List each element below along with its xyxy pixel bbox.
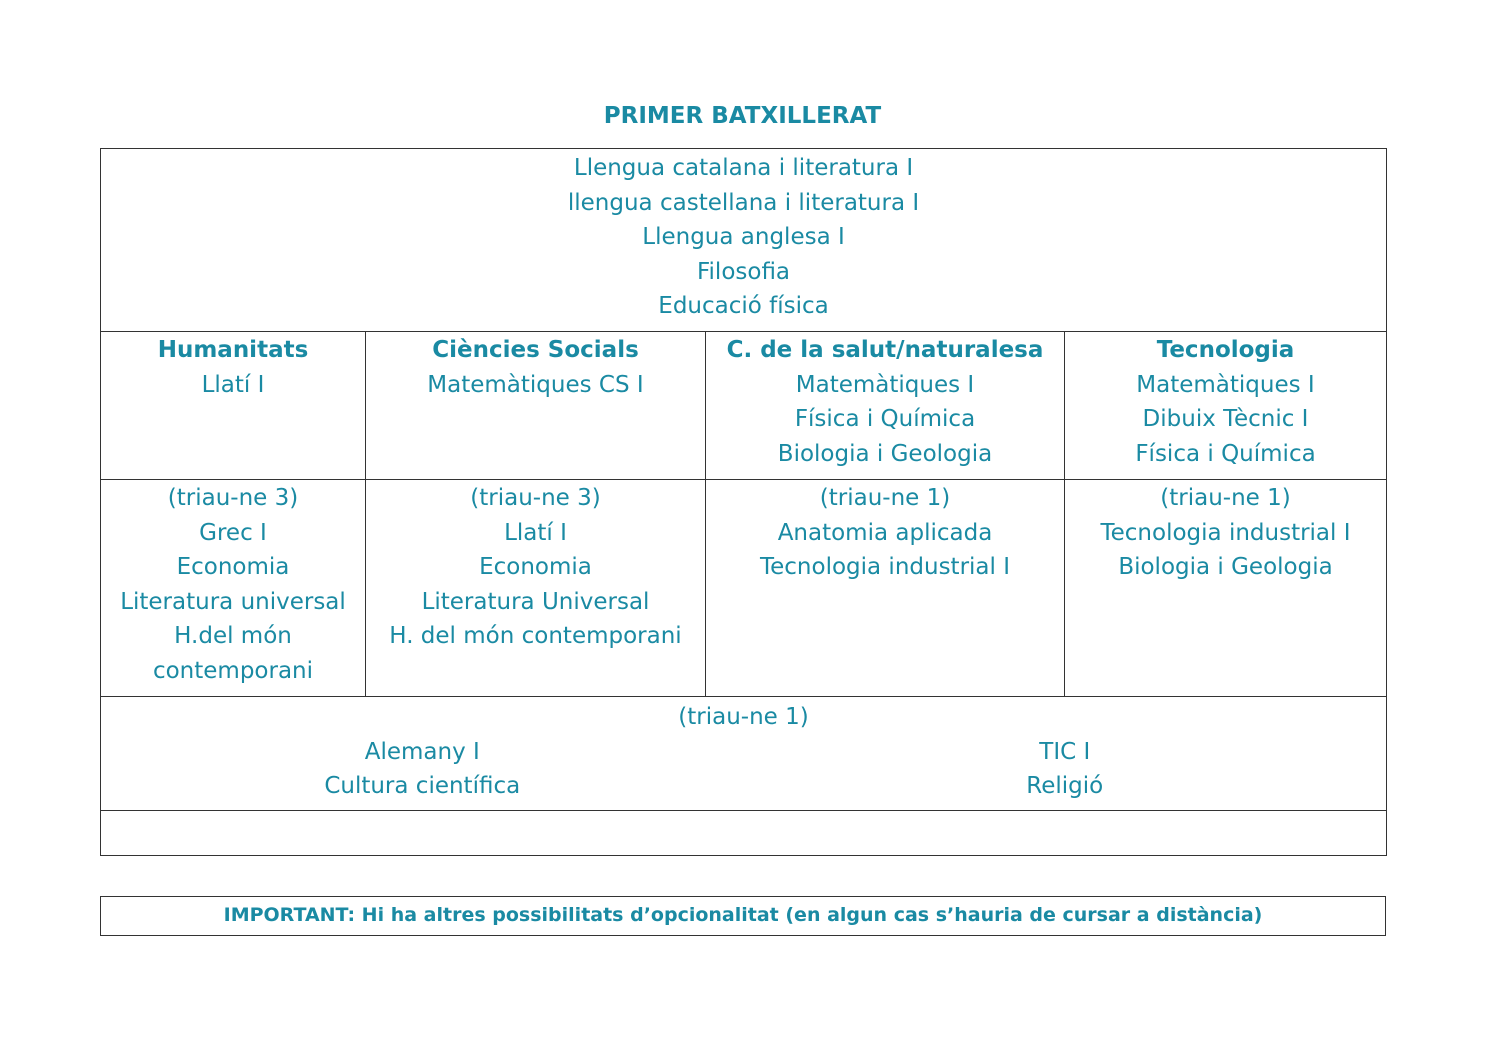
- modality-subject: Dibuix Tècnic I: [1142, 406, 1309, 432]
- optional-subject: Literatura Universal: [421, 588, 650, 615]
- common-subjects-row: [101, 149, 1387, 332]
- modality-heading: C. de la salut/naturalesa: [726, 337, 1044, 363]
- common-subject: Llengua anglesa I: [642, 224, 845, 250]
- extra-subject: TIC I: [1039, 738, 1091, 765]
- curriculum-table: [100, 148, 1387, 856]
- extra-subject: Alemany I: [364, 738, 480, 765]
- optional-subject: Grec I: [199, 519, 267, 546]
- extra-note: (triau-ne 1): [678, 704, 809, 730]
- optional-subject: Literatura universal: [120, 588, 346, 615]
- optional-cell-ciencies-socials: [366, 480, 706, 697]
- modality-cell-tecnologia: [1065, 332, 1387, 480]
- extra-subjects-grid: [101, 735, 1386, 804]
- optional-subject: Economia: [479, 554, 592, 580]
- modality-subject: Matemàtiques I: [795, 371, 975, 398]
- extra-column-right: [744, 735, 1387, 804]
- common-subjects-cell: [101, 149, 1387, 332]
- modality-heading: Tecnologia: [1156, 337, 1295, 363]
- modality-cell-ciencies-socials: [366, 332, 706, 480]
- modality-heading: Humanitats: [157, 337, 309, 363]
- modality-heading: Ciències Socials: [432, 337, 639, 363]
- optional-subject: H. del món contemporani: [389, 623, 682, 649]
- optional-cell-tecnologia: [1065, 480, 1387, 697]
- optional-note: (triau-ne 1): [819, 485, 951, 511]
- common-subject: Llengua catalana i literatura I: [573, 155, 914, 181]
- modality-cell-humanitats: [101, 332, 366, 480]
- modality-subject: Matemàtiques CS I: [427, 371, 644, 398]
- page-title: PRIMER BATXILLERAT: [603, 103, 882, 129]
- optional-subject: Anatomia aplicada: [777, 519, 993, 546]
- modality-subjects-row: [101, 332, 1387, 480]
- empty-row: [101, 811, 1387, 856]
- optional-cell-humanitats: [101, 480, 366, 697]
- modality-subject: Llatí I: [201, 371, 265, 398]
- extra-subjects-cell: [101, 697, 1387, 811]
- common-subject: Filosofia: [696, 258, 791, 285]
- extra-subject: Religió: [1026, 773, 1104, 799]
- modality-cell-salut-naturalesa: [706, 332, 1065, 480]
- extra-subject: Cultura científica: [324, 773, 521, 799]
- optional-subject: Tecnologia industrial I: [759, 554, 1010, 580]
- optional-note: (triau-ne 1): [1160, 485, 1291, 511]
- optional-subject: H.del món: [174, 623, 292, 649]
- empty-cell: [101, 811, 1387, 856]
- common-subject: llengua castellana i literatura I: [567, 189, 920, 216]
- optional-subject: Biologia i Geologia: [1118, 554, 1333, 580]
- optional-subject: Tecnologia industrial I: [1100, 519, 1351, 546]
- optional-note: (triau-ne 3): [167, 485, 299, 511]
- important-note: IMPORTANT: Hi ha altres possibilitats d’opcionalitat (en algun cas s’hauria de cursar a distància): [100, 896, 1386, 936]
- modality-subject: Biologia i Geologia: [777, 440, 993, 467]
- optional-subjects-row: [101, 480, 1387, 697]
- modality-subject: Matemàtiques I: [1136, 371, 1315, 398]
- optional-subject: Llatí I: [504, 519, 567, 546]
- optional-note: (triau-ne 3): [470, 485, 601, 511]
- optional-cell-salut-naturalesa: [706, 480, 1065, 697]
- common-subject: Educació física: [658, 293, 829, 319]
- optional-subject: Economia: [176, 554, 290, 580]
- extra-column-left: [101, 735, 744, 804]
- optional-subject: contemporani: [152, 657, 314, 684]
- modality-subject: Física i Química: [1135, 440, 1316, 467]
- extra-subjects-row: [101, 697, 1387, 811]
- modality-subject: Física i Química: [794, 406, 976, 432]
